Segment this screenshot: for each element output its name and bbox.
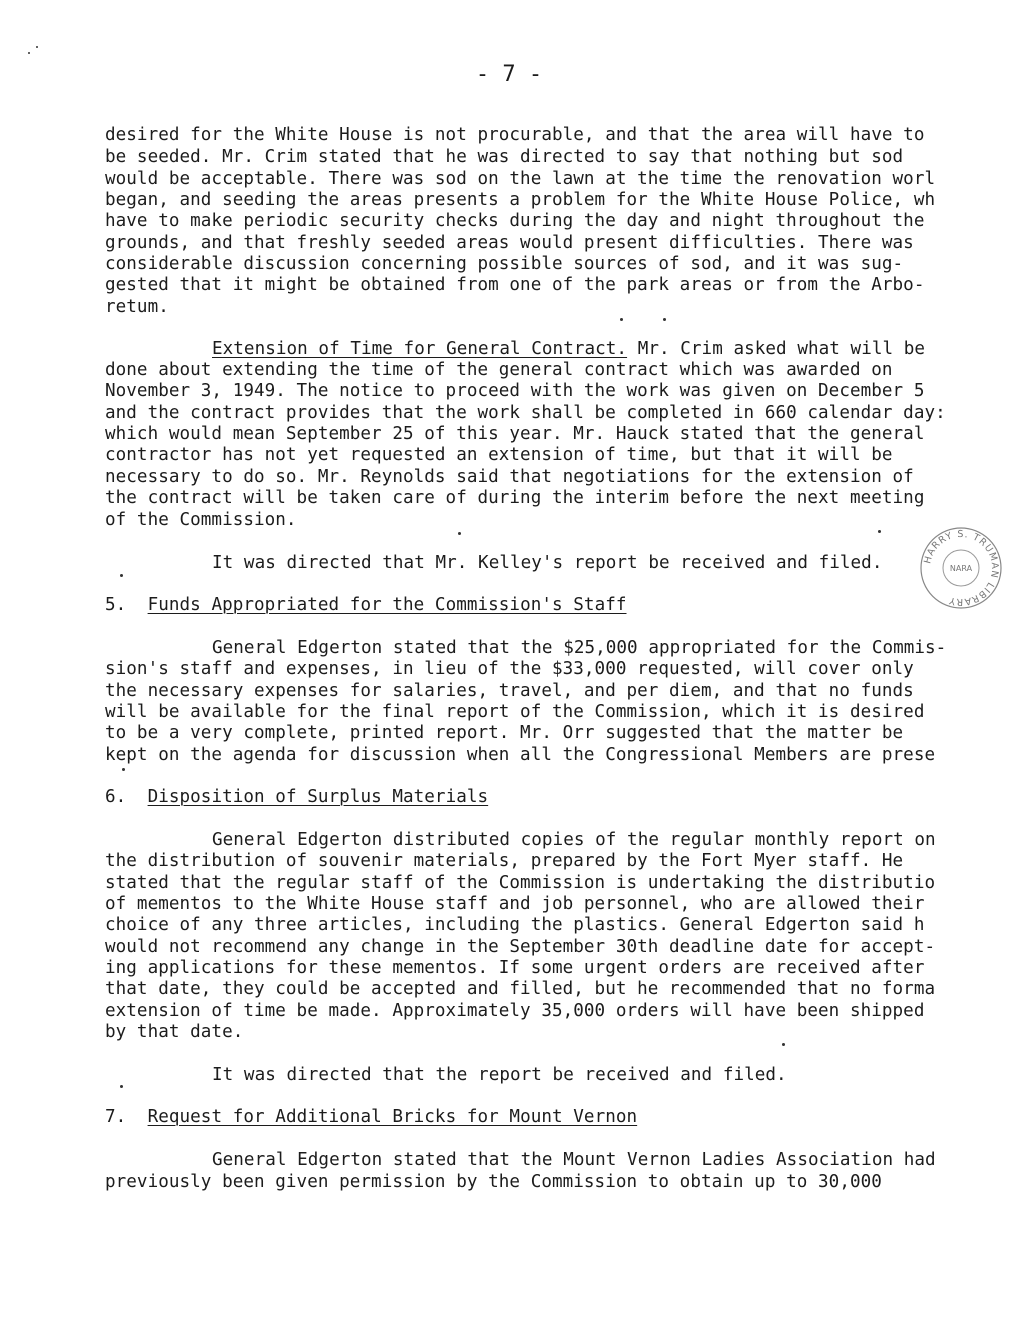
body-line: General Edgerton stated that the $25,000 appropriated for the Commis- bbox=[212, 638, 947, 658]
body-line: desired for the White House is not procurable, and that the area will have to bbox=[105, 125, 925, 145]
body-line: extension of time be made. Approximately 35,000 orders will have been shipped bbox=[105, 1001, 925, 1021]
section-title: Request for Additional Bricks for Mount Vernon bbox=[147, 1107, 638, 1127]
body-line: considerable discussion concerning possible sources of sod, and it was sug- bbox=[105, 254, 904, 274]
body-line: done about extending the time of the general contract which was awarded on bbox=[105, 360, 893, 380]
body-line: General Edgerton distributed copies of the regular monthly report on bbox=[212, 830, 936, 850]
extension-paragraph-first-line bbox=[212, 338, 925, 360]
section-number: 6. bbox=[105, 787, 127, 807]
stamp-center-text: NARA bbox=[949, 564, 973, 573]
body-line: and the contract provides that the work shall be completed in 660 calendar day: bbox=[105, 403, 946, 423]
scan-speck bbox=[122, 768, 125, 771]
section-title: Funds Appropriated for the Commission's Staff bbox=[147, 595, 627, 615]
body-line: will be available for the final report of the Commission, which it is desired bbox=[105, 702, 925, 722]
body-line: be seeded. Mr. Crim stated that he was directed to say that nothing but sod bbox=[105, 147, 904, 167]
body-line: that date, they could be accepted and filled, but he recommended that no forma bbox=[105, 979, 936, 999]
scan-speck bbox=[458, 532, 461, 535]
body-line: of the Commission. bbox=[105, 510, 297, 530]
body-line: of mementos to the White House staff and job personnel, who are allowed their bbox=[105, 894, 925, 914]
body-line: gested that it might be obtained from one of the park areas or from the Arbo- bbox=[105, 275, 925, 295]
scan-speck bbox=[878, 530, 881, 533]
section-heading-7 bbox=[105, 1106, 637, 1128]
body-line: the contract will be taken care of during the interim before the next meeting bbox=[105, 488, 925, 508]
body-line: have to make periodic security checks during the day and night throughout the bbox=[105, 211, 925, 231]
section-heading-5 bbox=[105, 594, 627, 616]
body-line: General Edgerton stated that the Mount Vernon Ladies Association had bbox=[212, 1150, 936, 1170]
body-line: retum. bbox=[105, 297, 169, 317]
body-line: kept on the agenda for discussion when all the Congressional Members are prese bbox=[105, 745, 936, 765]
scan-speck bbox=[782, 1043, 785, 1046]
body-line: November 3, 1949. The notice to proceed with the work was given on December 5 bbox=[105, 381, 925, 401]
page-number: - 7 - bbox=[475, 62, 543, 87]
extension-first-line-rest: Mr. Crim asked what will be bbox=[627, 339, 926, 359]
body-line: by that date. bbox=[105, 1022, 244, 1042]
scan-speck bbox=[36, 46, 38, 48]
body-line: would be acceptable. There was sod on the lawn at the time the renovation worl bbox=[105, 169, 936, 189]
scan-speck bbox=[120, 1085, 123, 1088]
body-line: grounds, and that freshly seeded areas would present difficulties. There was bbox=[105, 233, 914, 253]
body-line: choice of any three articles, including the plastics. General Edgerton said h bbox=[105, 915, 925, 935]
archive-stamp bbox=[916, 523, 1006, 613]
section-number: 7. bbox=[105, 1107, 127, 1127]
body-line: which would mean September 25 of this year. Mr. Hauck stated that the general bbox=[105, 424, 925, 444]
extension-heading: Extension of Time for General Contract. bbox=[212, 339, 628, 359]
body-line: began, and seeding the areas presents a problem for the White House Police, wh bbox=[105, 190, 936, 210]
body-line: It was directed that Mr. Kelley's report be received and filed. bbox=[212, 553, 883, 573]
body-line: would not recommend any change in the September 30th deadline date for accept- bbox=[105, 937, 936, 957]
body-line: necessary to do so. Mr. Reynolds said that negotiations for the extension of bbox=[105, 467, 914, 487]
scan-speck bbox=[28, 52, 30, 54]
body-line: sion's staff and expenses, in lieu of the $33,000 requested, will cover only bbox=[105, 659, 914, 679]
body-line: to be a very complete, printed report. Mr. Orr suggested that the matter be bbox=[105, 723, 904, 743]
stamp-text: HARRY S. TRUMAN LIBRARY bbox=[922, 528, 1001, 608]
scan-speck bbox=[663, 318, 666, 321]
section-number: 5. bbox=[105, 595, 127, 615]
section-title: Disposition of Surplus Materials bbox=[147, 787, 489, 807]
scan-speck bbox=[620, 318, 623, 321]
body-line: previously been given permission by the Commission to obtain up to 30,000 bbox=[105, 1172, 882, 1192]
section-heading-6 bbox=[105, 786, 488, 808]
body-line: contractor has not yet requested an extension of time, but that it will be bbox=[105, 445, 893, 465]
scan-speck bbox=[120, 574, 123, 577]
body-line: the necessary expenses for salaries, travel, and per diem, and that no funds bbox=[105, 681, 914, 701]
body-line: It was directed that the report be received and filed. bbox=[212, 1065, 787, 1085]
body-line: the distribution of souvenir materials, prepared by the Fort Myer staff. He bbox=[105, 851, 904, 871]
body-line: stated that the regular staff of the Commission is undertaking the distributio bbox=[105, 873, 936, 893]
body-line: ing applications for these mementos. If some urgent orders are received after bbox=[105, 958, 925, 978]
